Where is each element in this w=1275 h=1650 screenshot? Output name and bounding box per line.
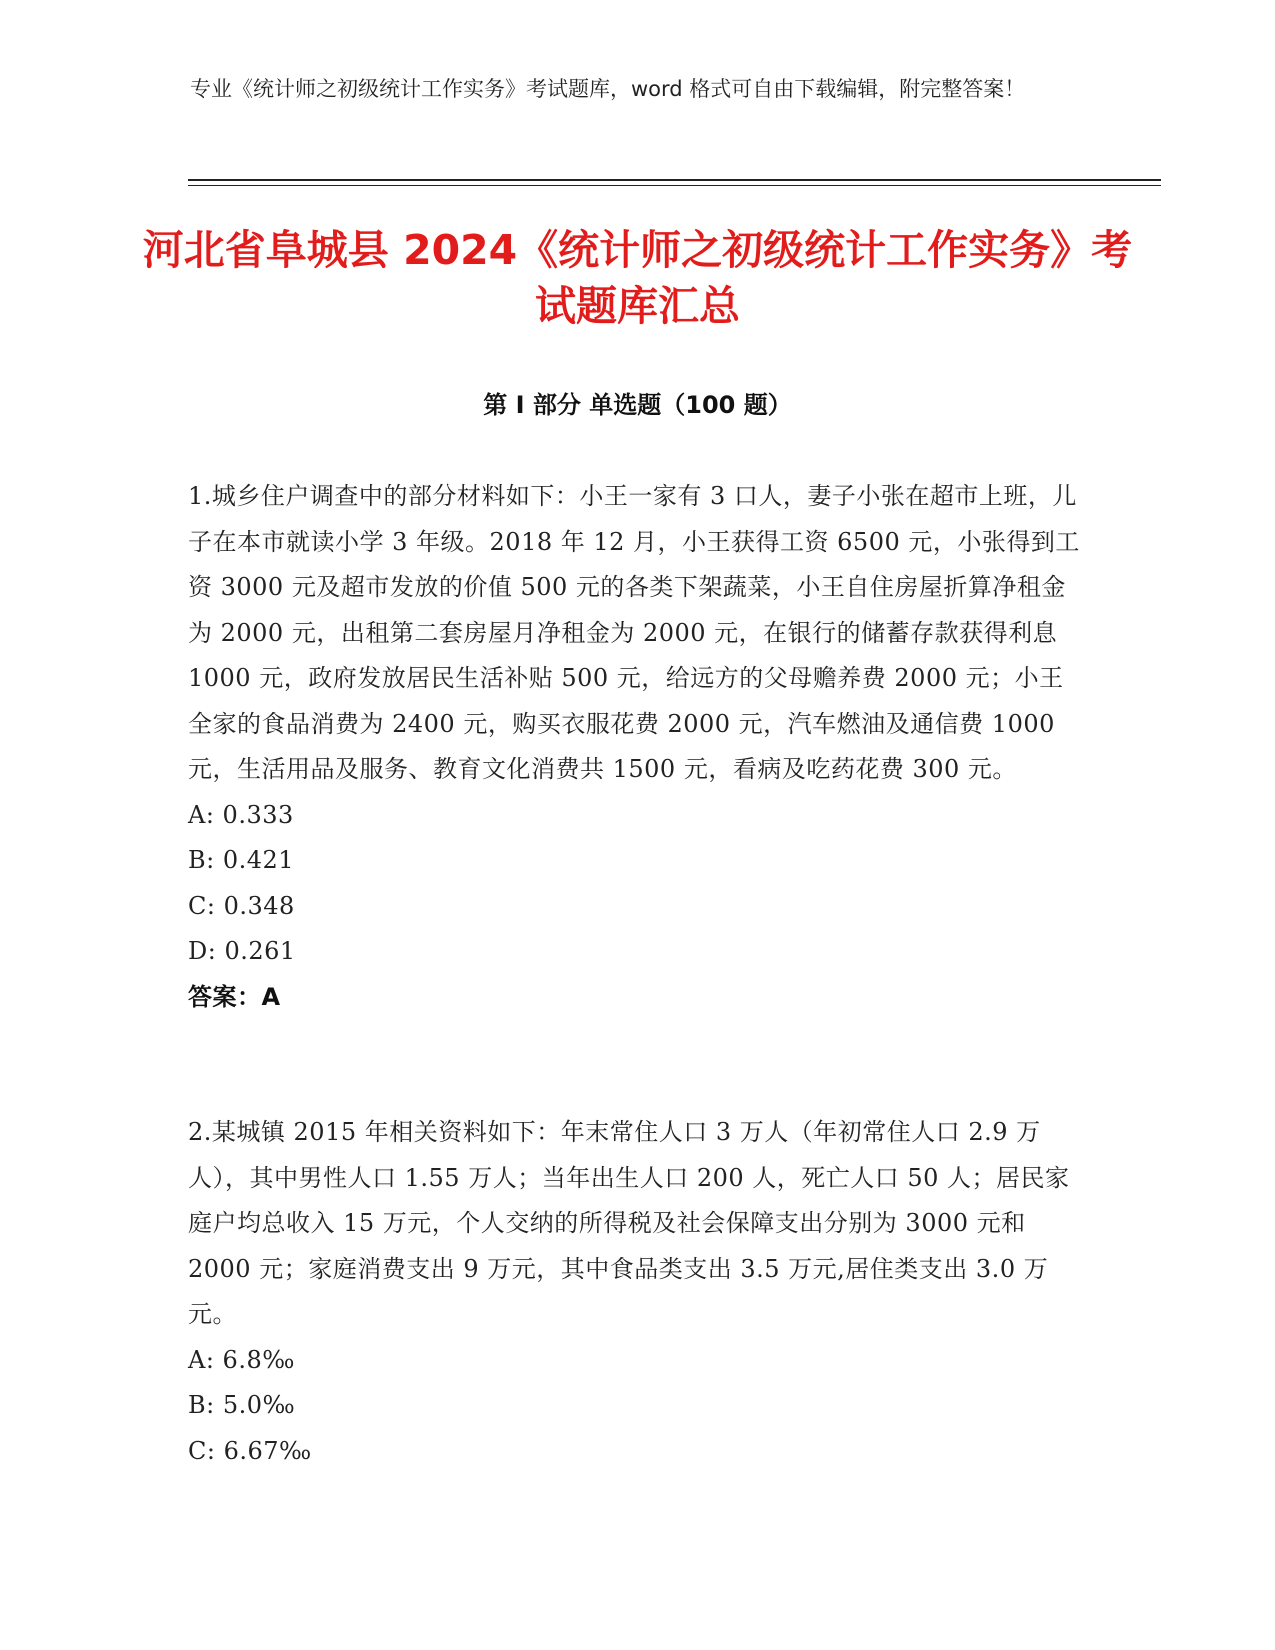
question-text: 2.某城镇 2015 年相关资料如下：年末常住人口 3 万人（年初常住人口 2.9 万人），其中男性人口 1.55 万人；当年出生人口 200 人，死亡人口 50 人；居民家庭户均总收入 15 万元，个人交纳的所得税及社会保障支出分别为 3000 元和 2000 元；家庭消费支出 9 万元，其中食品类支出 3.5 万元,居住类支出 3.0 万元。 <box>188 1118 1070 1328</box>
answer-text: 答案：A <box>188 982 281 1011</box>
option-c: C: 6.67‰ <box>188 1436 312 1465</box>
option-b: B: 0.421 <box>188 846 295 874</box>
document-title: 河北省阜城县 2024《统计师之初级统计工作实务》考试题库汇总 <box>142 226 1133 330</box>
header-divider-thin <box>188 185 1161 186</box>
option-b: B: 5.0‰ <box>188 1391 296 1419</box>
header-divider-thick <box>188 179 1161 181</box>
option-c: C: 0.348 <box>188 891 295 920</box>
option-a: A: 0.333 <box>188 800 294 829</box>
question-block <box>188 474 1088 1020</box>
option-a: A: 6.8‰ <box>188 1345 295 1374</box>
question-text: 1.城乡住户调查中的部分材料如下：小王一家有 3 口人，妻子小张在超市上班，儿子在本市就读小学 3 年级。2018 年 12 月，小王获得工资 6500 元，小张得到工资 3000 元及超市发放的价值 500 元的各类下架蔬菜，小王自住房屋折算净租金为 2000 元，出租第二套房屋月净租金为 2000 元，在银行的储蓄存款获得利息 1000 元，政府发放居民生活补贴 500 元，给远方的父母赡养费 2000 元；小王全家的食品消费为 2400 元，购买衣服花费 2000 元，汽车燃油及通信费 1000 元，生活用品及服务、教育文化消费共 1500 元，看病及吃药花费 300 元。 <box>188 482 1080 783</box>
header-note: 专业《统计师之初级统计工作实务》考试题库，word 格式可自由下载编辑，附完整答案！ <box>190 77 1026 101</box>
option-d: D: 0.261 <box>188 937 296 965</box>
section-title: 第 I 部分 单选题（100 题） <box>483 391 792 419</box>
question-block <box>188 1110 1088 1474</box>
